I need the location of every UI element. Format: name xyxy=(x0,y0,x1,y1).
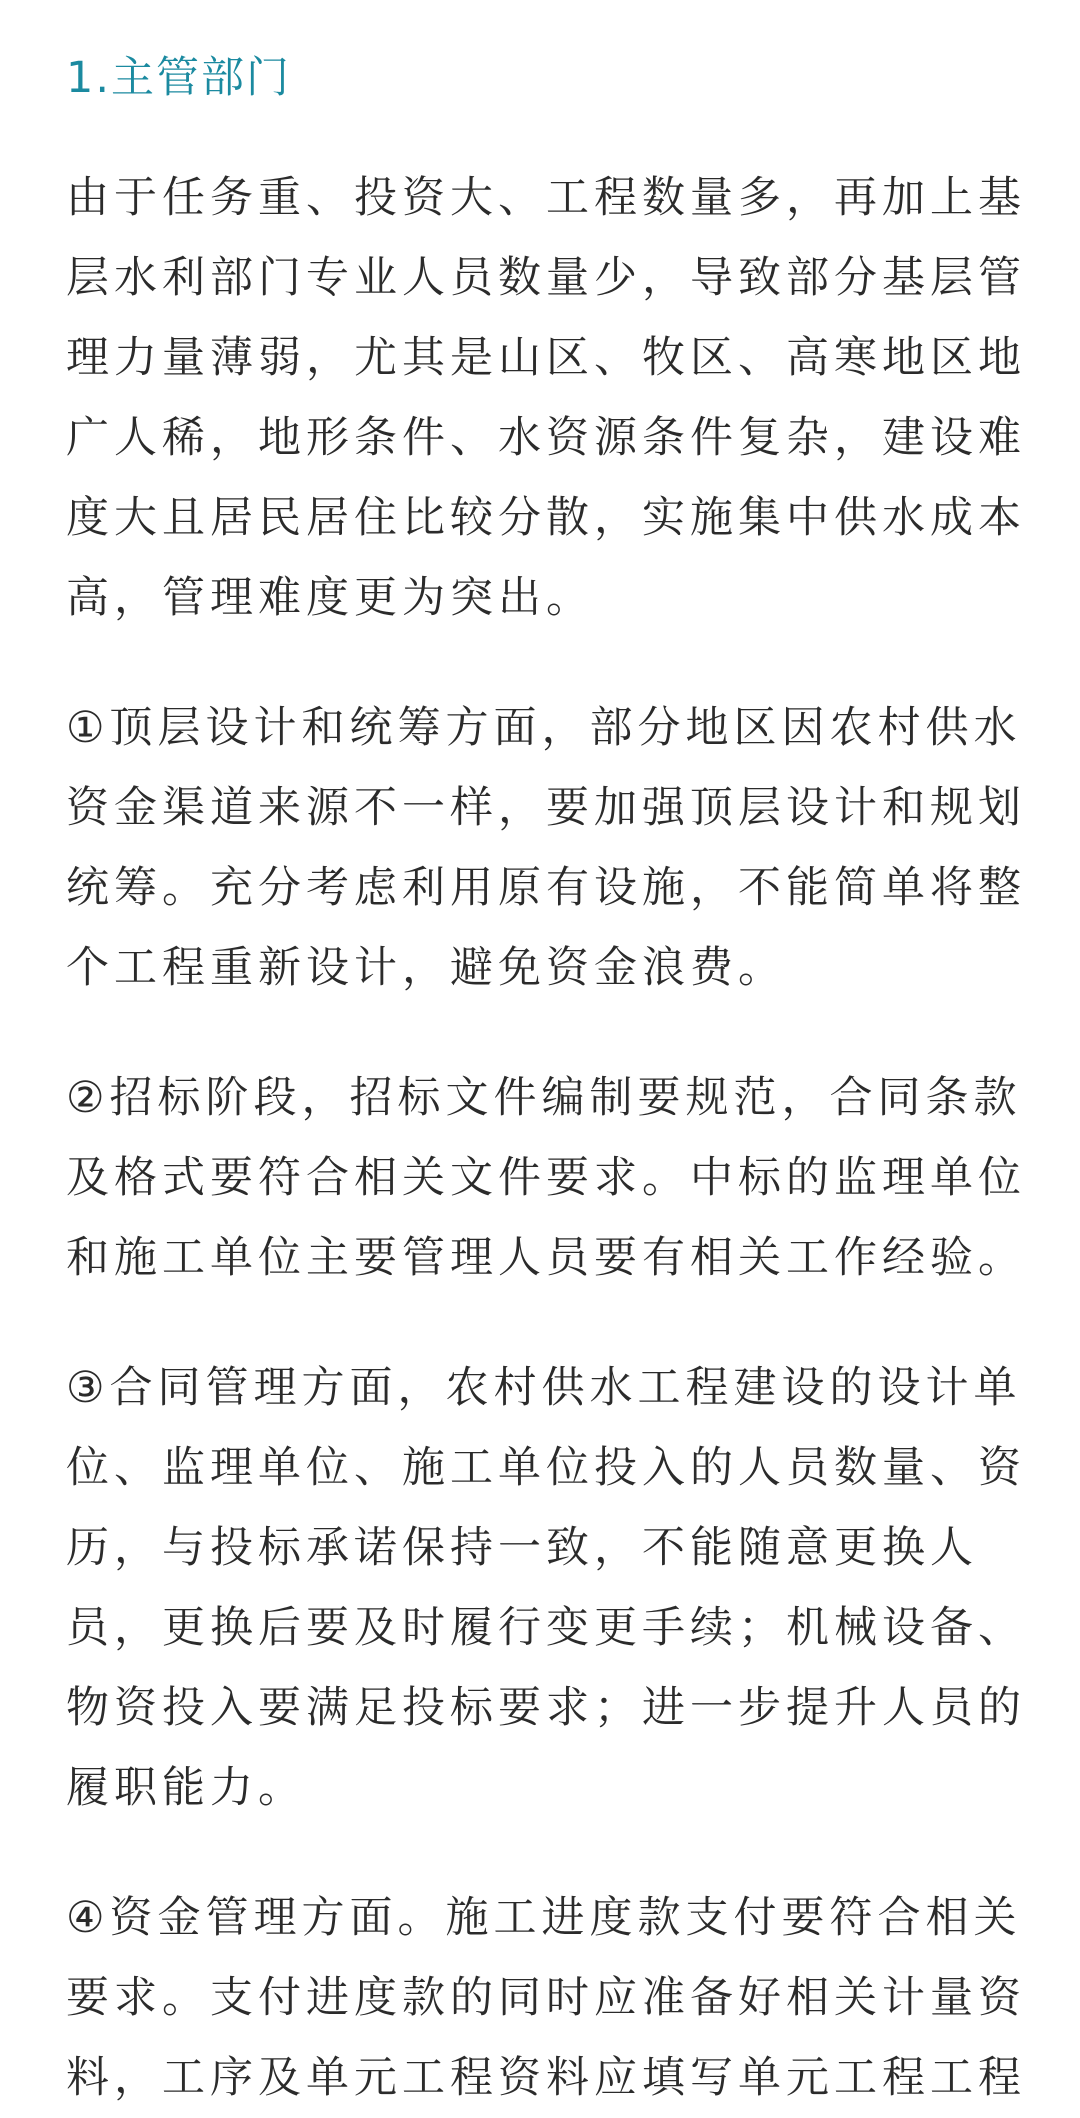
text-line: 理力量薄弱，尤其是山区、牧区、高寒地区地 xyxy=(66,333,1026,383)
paragraph-top-level-design xyxy=(66,688,1026,1008)
text-line: 由于任务重、投资大、工程数量多，再加上基 xyxy=(66,173,1026,223)
text-line: 个工程重新设计，避免资金浪费。 xyxy=(66,943,786,993)
section-title: 1.主管部门 xyxy=(66,53,292,103)
text-line: 历，与投标承诺保持一致，不能随意更换人 xyxy=(66,1523,978,1573)
text-line: 广人稀，地形条件、水资源条件复杂，建设难 xyxy=(66,413,1026,463)
text-line: ④资金管理方面。施工进度款支付要符合相关 xyxy=(66,1893,1022,1943)
text-line: 料，工序及单元工程资料应填写单元工程工程 xyxy=(66,2053,1026,2103)
paragraph-fund-management xyxy=(66,1878,1026,2118)
text-line: 资金渠道来源不一样，要加强顶层设计和规划 xyxy=(66,783,1026,833)
text-line: ①顶层设计和统筹方面，部分地区因农村供水 xyxy=(66,703,1022,753)
text-line: 统筹。充分考虑利用原有设施，不能简单将整 xyxy=(66,863,1026,913)
text-line: 度大且居民居住比较分散，实施集中供水成本 xyxy=(66,493,1026,543)
text-line: 员，更换后要及时履行变更手续；机械设备、 xyxy=(66,1603,1026,1653)
text-line: ③合同管理方面，农村供水工程建设的设计单 xyxy=(66,1363,1022,1413)
paragraph-bidding-stage xyxy=(66,1058,1026,1298)
text-line: 要求。支付进度款的同时应准备好相关计量资 xyxy=(66,1973,1026,2023)
text-line: 层水利部门专业人员数量少，导致部分基层管 xyxy=(66,253,1026,303)
text-line: 和施工单位主要管理人员要有相关工作经验。 xyxy=(66,1233,1026,1283)
text-line: ②招标阶段，招标文件编制要规范，合同条款 xyxy=(66,1073,1022,1123)
text-line: 履职能力。 xyxy=(66,1763,306,1813)
text-line: 及格式要符合相关文件要求。中标的监理单位 xyxy=(66,1153,1026,1203)
text-line: 物资投入要满足投标要求；进一步提升人员的 xyxy=(66,1683,1026,1733)
paragraph-contract-management xyxy=(66,1348,1026,1828)
text-line: 高，管理难度更为突出。 xyxy=(66,573,594,623)
paragraph-overview xyxy=(66,158,1026,638)
text-line: 位、监理单位、施工单位投入的人员数量、资 xyxy=(66,1443,1026,1493)
